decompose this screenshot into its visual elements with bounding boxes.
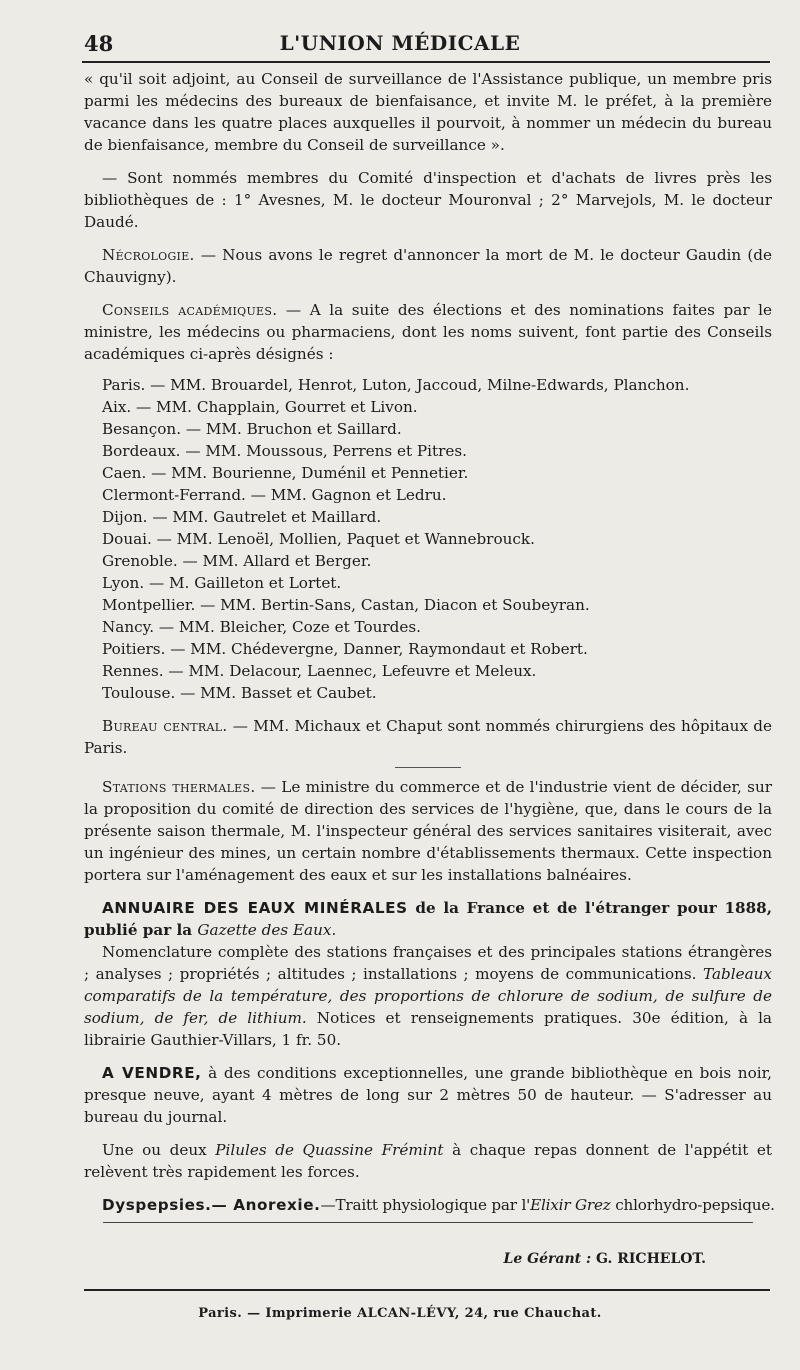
vendre-text: à des conditions exceptionnelles, une grande bibliothèque en bois noir, presque neuve, ayant 4 mètres de long sur 2 mètres 50 de hauteur. — S'adresser au bureau du journal. bbox=[84, 1064, 772, 1126]
footer-divider bbox=[103, 1222, 753, 1223]
pilules-name: Pilules de Quassine Frémint bbox=[215, 1141, 444, 1159]
page-body bbox=[84, 68, 775, 1223]
academy-item: Caen. — MM. Bourienne, Duménil et Pennetier. bbox=[102, 464, 469, 482]
academy-item: Clermont-Ferrand. — MM. Gagnon et Ledru. bbox=[102, 486, 447, 504]
academy-item: Dijon. — MM. Gautrelet et Maillard. bbox=[102, 508, 382, 526]
ad-pilules bbox=[84, 1139, 772, 1183]
ad-dyspepsies bbox=[84, 1194, 775, 1216]
elixir-name: Elixir Grez bbox=[530, 1196, 611, 1214]
gerant-label: Le Gérant : bbox=[503, 1251, 592, 1267]
vendre-label: A VENDRE, bbox=[102, 1064, 202, 1082]
dyspepsies-label: Dyspepsies.— Anorexie. bbox=[102, 1196, 321, 1214]
ad-nomenclature bbox=[84, 941, 772, 1051]
gerant-name: G. RICHELOT. bbox=[596, 1251, 706, 1267]
nomenclature-text-b: Notices et renseignements pratiques. 30e édition, à la librairie Gauthier-Villars, 1 fr. 50. bbox=[84, 1009, 772, 1049]
annuaire-gazette: Gazette des Eaux. bbox=[197, 921, 337, 939]
bureau-central-text: — MM. Michaux et Chaput sont nommés chirurgiens des hôpitaux de Paris. bbox=[84, 717, 772, 757]
necrologie-label: Nécrologie. bbox=[102, 246, 195, 264]
stations-text: — Le ministre du commerce et de l'industrie vient de décider, sur la proposition du comité de direction des services de l'hygiène, que, dans le cours de la présente saison thermale, M. l'inspecteur général des services sanitaires visiterait, avec un ingénieur des mines, un certain nombre d'établissements thermaux. Cette inspection portera sur l'aménagement des eaux et sur les installations balnéaires. bbox=[84, 778, 772, 884]
page-number: 48 bbox=[84, 31, 114, 56]
dyspepsies-text-b: —Traitt physiologique par l' bbox=[320, 1196, 531, 1214]
annuaire-title: ANNUAIRE DES EAUX MINÉRALES bbox=[102, 899, 408, 917]
academy-item: Nancy. — MM. Bleicher, Coze et Tourdes. bbox=[102, 618, 421, 636]
nomenclature-text-a: Nomenclature complète des stations françaises et des principales stations étrangères ; analyses ; propriétés ; altitudes ; installations ; moyens de communications. bbox=[84, 943, 772, 983]
necrologie-text: — Nous avons le regret d'annoncer la mort de M. le docteur Gaudin (de Chauvigny). bbox=[84, 246, 772, 286]
academy-item: Rennes. — MM. Delacour, Laennec, Lefeuvre et Meleux. bbox=[102, 662, 537, 680]
academy-item: Poitiers. — MM. Chédevergne, Danner, Raymondaut et Robert. bbox=[102, 640, 588, 658]
academy-item: Besançon. — MM. Bruchon et Saillard. bbox=[102, 420, 402, 438]
header-rule bbox=[82, 61, 770, 63]
academy-item: Aix. — MM. Chapplain, Gourret et Livon. bbox=[102, 398, 418, 416]
nomenclature-tableaux: Tableaux comparatifs de la température, des proportions de chlorure de sodium, de sulfure de sodium, de fer, de lithium. bbox=[84, 965, 772, 1027]
pilules-text-b: à chaque repas donnent de l'appétit et relèvent très rapidement les forces. bbox=[84, 1141, 772, 1181]
ad-a-vendre bbox=[84, 1062, 772, 1128]
paragraph-assistance: « qu'il soit adjoint, au Conseil de surveillance de l'Assistance publique, un membre pris parmi les médecins des bureaux de bienfaisance, et invite M. le préfet, à la première vacance dans les quatre places auxquelles il pourvoit, à nommer un médecin du bureau de bienfaisance, membre du Conseil de surveillance ». bbox=[84, 70, 772, 154]
gerant-signature bbox=[504, 1251, 706, 1267]
paragraph-stations bbox=[84, 776, 772, 886]
academies-list bbox=[102, 374, 772, 704]
academy-item: Bordeaux. — MM. Moussous, Perrens et Pitres. bbox=[102, 442, 467, 460]
academy-item: Toulouse. — MM. Basset et Caubet. bbox=[102, 684, 377, 702]
conseils-label: Conseils académiques. bbox=[102, 301, 278, 319]
dyspepsies-text-c: chlorhydro-pepsique. bbox=[610, 1196, 775, 1214]
academy-item: Douai. — MM. Lenoël, Mollien, Paquet et Wannebrouck. bbox=[102, 530, 535, 548]
academy-item: Paris. — MM. Brouardel, Henrot, Luton, Jaccoud, Milne-Edwards, Planchon. bbox=[102, 376, 690, 394]
paragraph-bureau-central bbox=[84, 715, 772, 759]
paragraph-bibliotheques: — Sont nommés membres du Comité d'inspection et d'achats de livres près les bibliothèques de : 1° Avesnes, M. le docteur Mouronval ; 2° Marvejols, M. le docteur Daudé. bbox=[84, 169, 772, 231]
paragraph-necrologie bbox=[84, 244, 772, 288]
paragraph-conseils bbox=[84, 299, 772, 365]
academy-item: Montpellier. — MM. Bertin-Sans, Castan, Diacon et Soubeyran. bbox=[102, 596, 590, 614]
bureau-central-label: Bureau central. bbox=[102, 717, 228, 735]
journal-title: L'UNION MÉDICALE bbox=[279, 31, 521, 55]
annuaire-rest: de la France et de l'étranger pour 1888, publié par la bbox=[84, 899, 772, 939]
conseils-text: — A la suite des élections et des nominations faites par le ministre, les médecins ou pharmaciens, dont les noms suivent, font partie des Conseils académiques ci-après désignés : bbox=[84, 301, 772, 363]
printer-line: Paris. — Imprimerie ALCAN-LÉVY, 24, rue Chauchat. bbox=[198, 1306, 602, 1321]
academy-item: Grenoble. — MM. Allard et Berger. bbox=[102, 552, 372, 570]
ad-annuaire bbox=[84, 897, 772, 941]
stations-label: Stations thermales. bbox=[102, 778, 256, 796]
section-divider bbox=[395, 767, 461, 768]
pilules-text-a: Une ou deux bbox=[102, 1141, 216, 1159]
academy-item: Lyon. — M. Gailleton et Lortet. bbox=[102, 574, 342, 592]
bottom-rule bbox=[84, 1289, 770, 1291]
